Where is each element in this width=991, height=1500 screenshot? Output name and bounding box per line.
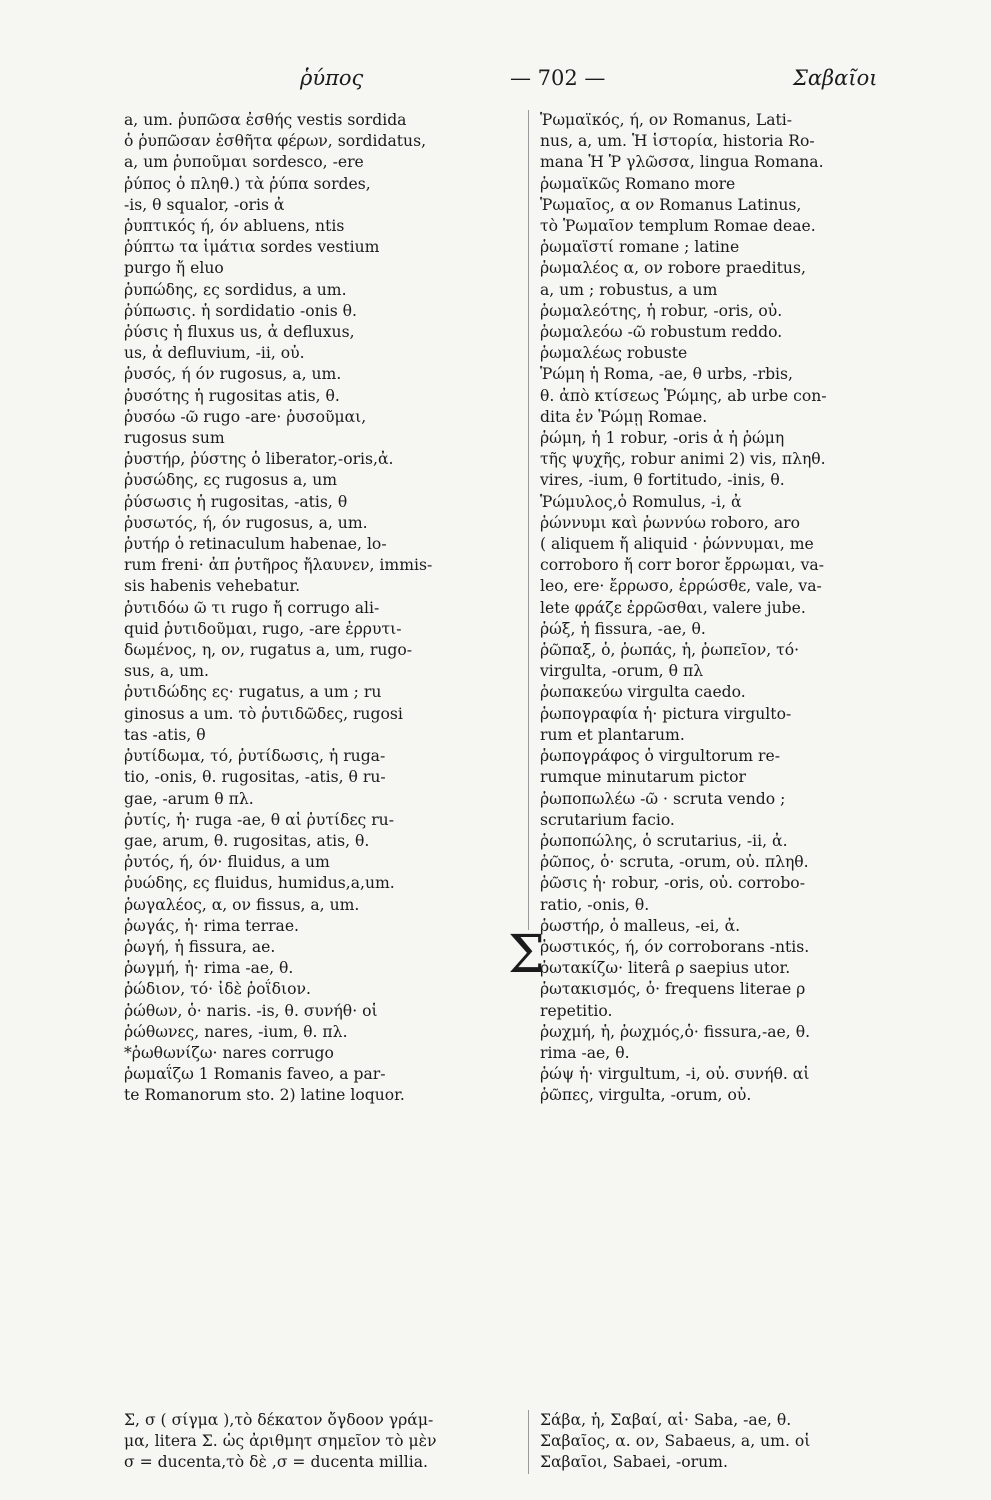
running-head-right: Σαβαῖοι (793, 66, 878, 90)
entry-line: ῥωγαλέος, α, ον fissus, a, um. (124, 895, 360, 914)
entry-line: ῥωμαλέος α, ον robore praeditus, (540, 259, 806, 278)
left-column (124, 110, 529, 1107)
entry-line: ῥωγή, ἡ fissura, ae. (124, 937, 276, 956)
entry-line: ῥύπτω τα ἱμάτια sordes vestium (124, 238, 380, 257)
entry-line: ῥωγάς, ἡ· rima terrae. (124, 916, 300, 935)
entry-line: ῥυτιδόω ῶ τι rugo ἤ corrugo ali- (124, 598, 380, 617)
entry-line: nus, a, um. Ἡ ἱστορία, historia Ro- (540, 132, 815, 151)
bottom-left-column (124, 1410, 524, 1474)
entry-line: -is, θ squalor, -oris ἀ (124, 195, 285, 214)
entry-line: us, ἀ defluvium, -ii, οὐ. (124, 344, 305, 363)
entry-line: δωμένος, η, ον, rugatus a, um, rugo- (124, 641, 413, 660)
entry-line: ῥυπώδης, ες sordidus, a um. (124, 280, 347, 299)
entry-line: lete φράζε ἐρρῶσθαι, valere jube. (540, 598, 806, 617)
column-divider (528, 110, 529, 930)
entry-line: a, um. ῥυπῶσα ἐσθής vestis sordida (124, 111, 407, 129)
entry-line: *ῥωθωνίζω· nares corrugo (124, 1043, 334, 1062)
entry-line: a, um ; robustus, a um (540, 280, 718, 299)
bottom-right-column (540, 1410, 940, 1474)
right-column (540, 110, 945, 1107)
entry-line: a, um ῥυποῦμαι sordesco, -ere (124, 153, 364, 172)
entry-line: rum freni· ἀπ ῥυτῆρος ἤλαυνεν, immis- (124, 556, 433, 575)
entry-line: ὁ ῥυπῶσαν ἐσθῆτα φέρων, sordidatus, (124, 132, 427, 151)
entry-line: ratio, -onis, θ. (540, 895, 650, 914)
entry-line: ῥῶπες, virgulta, -orum, οὐ. (540, 1086, 752, 1105)
entry-line: dita ἐν Ῥώμῃ Romae. (540, 407, 708, 426)
entry-line: ῥωμαϊστί romane ; latine (540, 238, 740, 257)
entry-line: σ = ducenta,τὸ δὲ ,σ = ducenta millia. (124, 1453, 428, 1472)
entry-line: ῥωστικός, ή, όν corroborans -ntis. (540, 937, 810, 956)
entry-line: Ῥωμαϊκός, ή, ον Romanus, Lati- (540, 111, 793, 129)
entry-line: purgo ἤ eluo (124, 259, 224, 278)
entry-line: ῥωπακεύω virgulta caedo. (540, 683, 746, 702)
entry-line: rumque minutarum pictor (540, 768, 746, 787)
entry-line: ῥωπογραφία ἡ· pictura virgulto- (540, 704, 792, 723)
entry-line: ῥώννυμι καὶ ῥωννύω roboro, aro (540, 513, 800, 532)
bottom-column-divider (528, 1410, 529, 1474)
entry-line: ῥυσότης ἡ rugositas atis, θ. (124, 386, 340, 405)
entry-line: ῥυπτικός ή, όν abluens, ntis (124, 217, 345, 236)
entry-line: ῥυσός, ή όν rugosus, a, um. (124, 365, 342, 384)
entry-line: rum et plantarum. (540, 725, 685, 744)
entry-line: rugosus sum (124, 429, 225, 448)
entry-line: ῥῶπαξ, ὁ, ῥωπάς, ἡ, ῥωπεῖον, τό· (540, 641, 800, 660)
entry-line: ginosus a um. τὸ ῥυτιδῶδες, rugosi (124, 704, 403, 723)
entry-line: repetitio. (540, 1001, 613, 1020)
entry-line: ῥυσόω -ῶ rugo -are· ῥυσοῦμαι, (124, 407, 367, 426)
entry-line: ῥωστήρ, ὁ malleus, -ei, ἀ. (540, 916, 741, 935)
entry-line: rima -ae, θ. (540, 1043, 630, 1062)
entry-line: ῥυτιδώδης ες· rugatus, a um ; ru (124, 683, 382, 702)
entry-line: gae, arum, θ. rugositas, atis, θ. (124, 831, 370, 850)
entry-line: Ῥωμαῖος, α ον Romanus Latinus, (540, 195, 802, 214)
entry-line: ῥωτακισμός, ὁ· frequens literae ρ (540, 980, 806, 999)
entry-line: Σ, σ ( σίγμα ),τὸ δέκατον ὄγδοον γράμ- (124, 1411, 434, 1429)
entry-line: Ῥώμη ἡ Roma, -ae, θ urbs, -rbis, (540, 365, 793, 384)
entry-line: ῥυστήρ, ῥύστης ὁ liberator,-oris,ἀ. (124, 450, 394, 469)
entry-line: virgulta, -orum, θ πλ (540, 662, 704, 681)
entry-line: ῥωμαΐζω 1 Romanis faveo, a par- (124, 1065, 386, 1084)
entry-line: ῥύσις ἡ fluxus us, ἀ defluxus, (124, 323, 355, 342)
entry-line: ῥωμαλεόω -ῶ robustum reddo. (540, 323, 783, 342)
entry-line: θ. ἀπὸ κτίσεως Ῥώμης, ab urbe con- (540, 386, 827, 405)
entry-line: ῥώμη, ἡ 1 robur, -oris ἀ ἡ ῥώμη (540, 429, 785, 448)
entry-line: ῥώδιον, τό· ἰδὲ ῥοΐδιον. (124, 980, 311, 999)
entry-line: μα, litera Σ. ὡς ἀριθμητ σημεῖον τὸ μὲν (124, 1432, 437, 1451)
entry-line: Σάβα, ἡ, Σαβαί, αἱ· Saba, -ae, θ. (540, 1411, 792, 1429)
entry-line: quid ῥυτιδοῦμαι, rugo, -are ἐρρυτι- (124, 619, 402, 638)
entry-line: sus, a, um. (124, 662, 209, 681)
entry-line: scrutarium facio. (540, 810, 675, 829)
entry-line: Ῥώμυλος,ὁ Romulus, -i, ἀ (540, 492, 742, 511)
entry-line: Σαβαῖοι, Sabaei, -orum. (540, 1453, 728, 1472)
entry-line: ῥύπος ὁ πληθ.) τὰ ῥύπα sordes, (124, 174, 371, 193)
entry-line: ῥυτίδωμα, τό, ῥυτίδωσις, ἡ ruga- (124, 747, 386, 766)
entry-line: ῥυώδης, ες fluidus, humidus,a,um. (124, 874, 395, 893)
entry-line: ( aliquem ἤ aliquid · ῥώννυμαι, me (540, 535, 814, 554)
entry-line: ῥυτός, ή, όν· fluidus, a um (124, 853, 330, 872)
entry-line: ῥωμαλεότης, ἡ robur, -oris, οὐ. (540, 301, 783, 320)
entry-line: ῥωποπώλης, ὁ scrutarius, -ii, ἀ. (540, 831, 788, 850)
entry-line: τὸ Ῥωμαῖον templum Romae deae. (540, 217, 816, 236)
page-number: — 702 — (510, 66, 606, 90)
entry-line: ῥωμαϊκῶς Romano more (540, 174, 736, 193)
entry-line: ῥωχμή, ἡ, ῥωχμός,ὁ· fissura,-ae, θ. (540, 1022, 811, 1041)
entry-line: ῥωγμή, ἡ· rima -ae, θ. (124, 959, 294, 978)
entry-line: Σαβαῖος, α. ον, Sabaeus, a, um. οἱ (540, 1432, 811, 1451)
entry-line: ῥῶσις ἡ· robur, -oris, οὐ. corrobo- (540, 874, 805, 893)
entry-line: ῥώθωνες, nares, -ium, θ. πλ. (124, 1022, 348, 1041)
entry-line: ῥυσώδης, ες rugosus a, um (124, 471, 338, 490)
entry-line: ῥῶπος, ὁ· scruta, -orum, οὐ. πληθ. (540, 853, 809, 872)
entry-line: sis habenis vehebatur. (124, 577, 301, 596)
entry-line: ῥώξ, ἡ fissura, -ae, θ. (540, 619, 706, 638)
entry-line: ῥύπωσις. ἡ sordidatio -onis θ. (124, 301, 358, 320)
entry-line: leo, ere· ἔρρωσο, ἐρρώσθε, vale, va- (540, 577, 822, 596)
entry-line: ῥυτίς, ἡ· ruga -ae, θ αἱ ῥυτίδες ru- (124, 810, 394, 829)
entry-line: te Romanorum sto. 2) latine loquor. (124, 1086, 405, 1105)
entry-line: mana Ἡ Ῥ γλῶσσα, lingua Romana. (540, 153, 824, 172)
entry-line: ῥυτήρ ὁ retinaculum habenae, lo- (124, 535, 387, 554)
entry-line: gae, -arum θ πλ. (124, 789, 254, 808)
entry-line: ῥύσωσις ἡ rugositas, -atis, θ (124, 492, 348, 511)
running-head-left: ῥύπος (300, 66, 364, 90)
entry-line: ῥωτακίζω· literâ ρ saepius utor. (540, 959, 791, 978)
entry-line: τῆς ψυχῆς, robur animi 2) vis, πληθ. (540, 450, 826, 469)
entry-line: ῥώθων, ὁ· naris. -is, θ. συνήθ· οἱ (124, 1001, 378, 1020)
entry-line: tio, -onis, θ. rugositas, -atis, θ ru- (124, 768, 386, 787)
entry-line: ῥωμαλέως robuste (540, 344, 688, 363)
entry-line: ῥώψ ἡ· virgultum, -i, οὐ. συνήθ. αἱ (540, 1065, 810, 1084)
entry-line: vires, -ium, θ fortitudo, -inis, θ. (540, 471, 785, 490)
entry-line: tas -atis, θ (124, 725, 206, 744)
entry-line: ῥυσωτός, ή, όν rugosus, a, um. (124, 513, 368, 532)
entry-line: ῥωπογράφος ὁ virgultorum re- (540, 747, 780, 766)
entry-line: ῥωποπωλέω -ῶ · scruta vendo ; (540, 789, 786, 808)
entry-line: corroboro ἤ corr boror ἔρρωμαι, va- (540, 556, 824, 575)
section-letter: Σ (508, 925, 545, 985)
